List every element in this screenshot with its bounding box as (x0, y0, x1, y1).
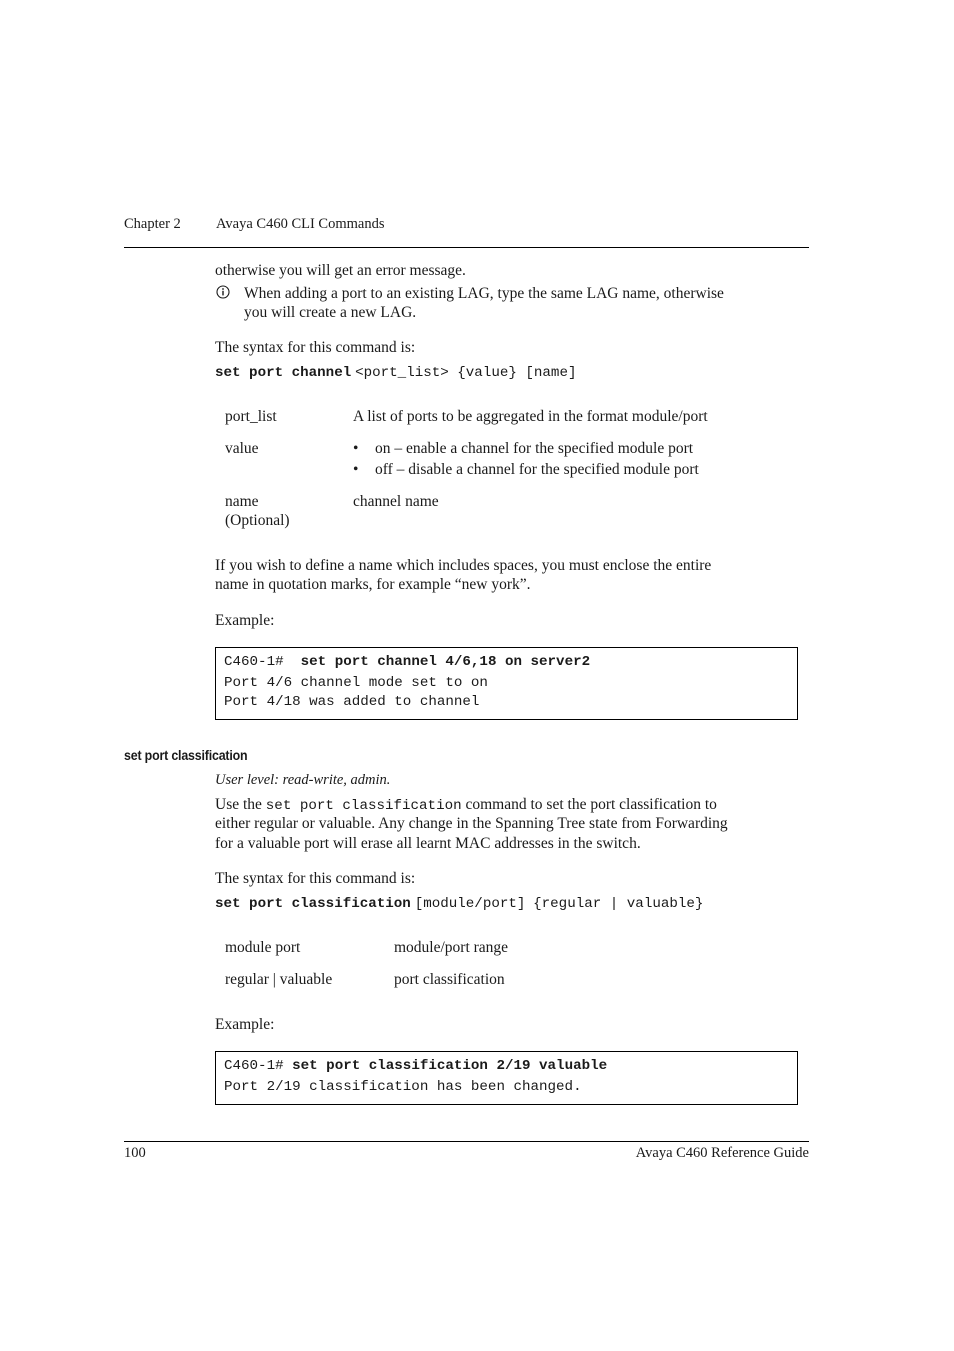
classification-example-label: Example: (215, 1016, 275, 1033)
bullet-text: off – disable a channel for the specified module port (375, 461, 699, 478)
code-line (224, 654, 590, 670)
footer-guide-title: Avaya C460 Reference Guide (635, 1145, 809, 1161)
code-output-line: Port 4/6 channel mode set to on (224, 675, 488, 691)
header-rule (124, 247, 809, 248)
desc-text: command to set the port classification to (465, 796, 717, 813)
param-name: value (225, 440, 259, 457)
param-bullet (353, 461, 699, 479)
param-desc: channel name (353, 493, 439, 510)
classification-desc-line-3: for a valuable port will erase all learnt MAC addresses in the switch. (215, 835, 641, 852)
classification-syntax-args: [module/port] (414, 896, 526, 912)
continuation-text: otherwise you will get an error message. (215, 262, 466, 279)
classification-syntax (215, 894, 703, 912)
footer-rule (124, 1141, 809, 1142)
code-command: set port channel 4/6,18 on server2 (300, 654, 591, 670)
note-line-2: you will create a new LAG. (244, 304, 417, 321)
section-heading: set port classification (124, 748, 248, 763)
param-name-optional: (Optional) (225, 512, 290, 529)
code-prompt: C460-1# (224, 654, 284, 670)
classification-desc-line-2: either regular or valuable. Any change in the Spanning Tree state from Forwarding (215, 815, 728, 832)
code-line (224, 1058, 607, 1074)
channel-example-box (215, 647, 798, 720)
param-name: module port (225, 939, 301, 956)
code-prompt: C460-1# (224, 1058, 284, 1074)
channel-syntax-command: set port channel (215, 365, 352, 381)
channel-note-line-1: If you wish to define a name which includes spaces, you must enclose the entire (215, 557, 712, 574)
classification-syntax-command: set port classification (215, 896, 411, 912)
desc-text: Use the (215, 796, 262, 813)
user-level: User level: read-write, admin. (215, 772, 391, 788)
classification-syntax-intro: The syntax for this command is: (215, 870, 416, 887)
classification-desc-line-1 (215, 796, 717, 814)
channel-note-line-2: name in quotation marks, for example “new york”. (215, 576, 531, 593)
classification-example-box (215, 1051, 798, 1105)
param-bullet (353, 440, 693, 458)
classification-syntax-args: {regular | valuable} (533, 896, 704, 912)
channel-syntax-intro: The syntax for this command is: (215, 339, 416, 356)
param-name: name (225, 493, 259, 510)
code-command: set port classification 2/19 valuable (292, 1058, 608, 1074)
info-icon (216, 285, 230, 299)
code-output-line: Port 2/19 classification has been changed. (224, 1079, 582, 1095)
page-number: 100 (124, 1145, 146, 1161)
param-desc: port classification (394, 971, 505, 988)
channel-syntax (215, 363, 576, 381)
note-line-1: When adding a port to an existing LAG, type the same LAG name, otherwise (244, 285, 724, 302)
param-desc: module/port range (394, 939, 509, 956)
desc-code: set port classification (265, 798, 462, 814)
bullet-icon: • (353, 440, 359, 457)
code-output-line: Port 4/18 was added to channel (224, 694, 480, 710)
header-title: Avaya C460 CLI Commands (216, 216, 385, 232)
param-name: port_list (225, 408, 277, 425)
param-desc: A list of ports to be aggregated in the format module/port (353, 408, 708, 425)
bullet-text: on – enable a channel for the specified module port (375, 440, 694, 457)
header-chapter: Chapter 2 (124, 216, 181, 232)
bullet-icon: • (353, 461, 359, 478)
param-name: regular | valuable (225, 971, 333, 988)
channel-example-label: Example: (215, 612, 275, 629)
channel-syntax-args: <port_list> {value} [name] (355, 365, 577, 381)
